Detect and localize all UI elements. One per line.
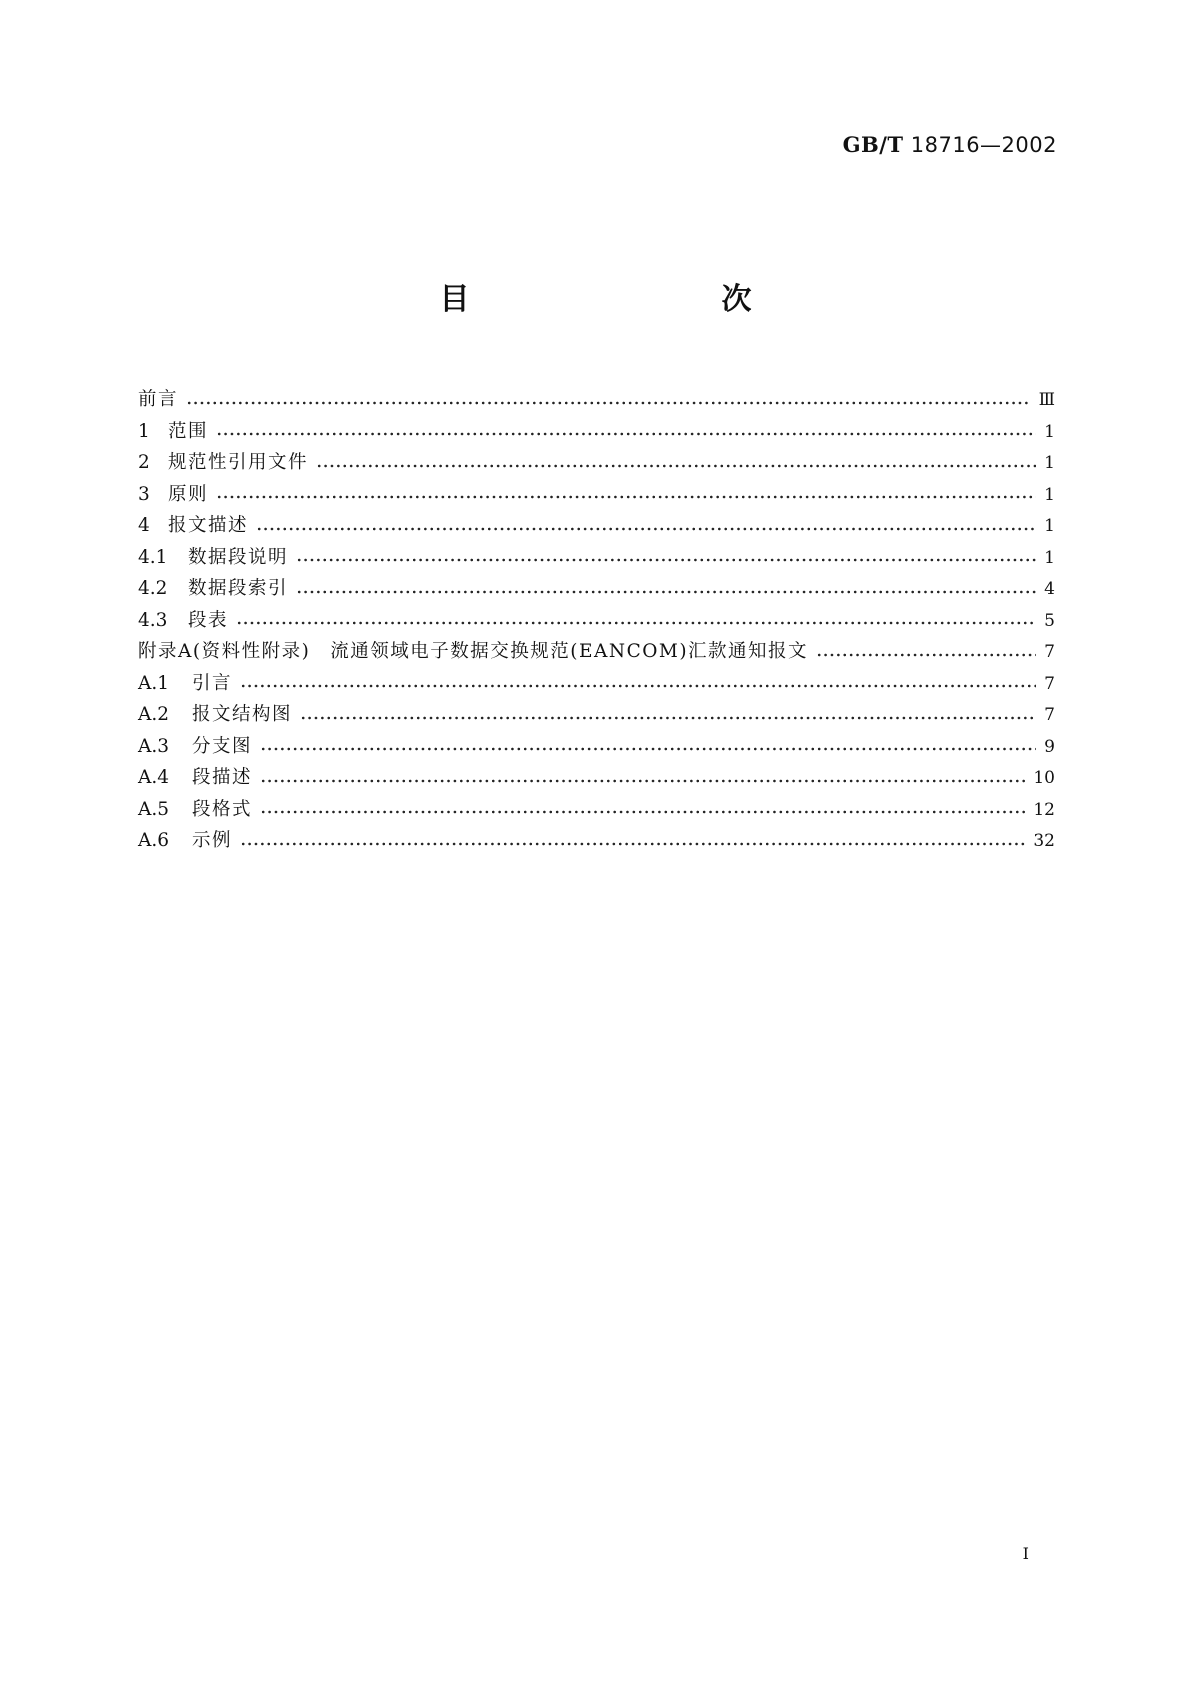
toc-entry-label: 报文结构图 [192,704,293,725]
toc-entry-page: 7 [1044,705,1055,725]
toc-entry-number: A.3 [138,735,170,757]
toc-entry[interactable] [138,762,1055,794]
toc-entry[interactable] [138,731,1055,763]
toc-entry-label: 示例 [192,830,233,851]
toc-dot-leader [296,558,1036,562]
toc-entry[interactable] [138,447,1055,479]
toc-entry-number: 4.2 [138,578,168,599]
toc-entry-label: 原则 [168,483,209,505]
toc-entry[interactable] [138,605,1055,637]
toc-entry-page: 1 [1044,516,1055,536]
toc-entry-number: A.4 [138,767,170,788]
toc-dot-leader [260,810,1025,814]
toc-dot-leader [216,432,1036,436]
toc-entry-number: 1 [138,420,150,442]
toc-entry[interactable] [138,636,1055,668]
toc-entry-label: 分支图 [192,735,253,757]
toc-entry-number: 2 [138,452,150,473]
toc-entry-page: 32 [1033,831,1055,851]
toc-entry[interactable] [138,479,1055,511]
toc-entry-page: 1 [1044,547,1055,568]
toc-dot-leader [216,495,1036,499]
toc-entry-label: 数据段索引 [188,578,289,599]
toc-entry-label: 范围 [168,420,209,442]
toc-dot-leader [296,590,1036,594]
toc-entry[interactable] [138,416,1055,448]
toc-entry-page: Ⅲ [1038,390,1055,410]
toc-entry-number: 4.1 [138,546,168,568]
toc-dot-leader [240,684,1036,688]
toc-entry-label: 段描述 [192,767,253,788]
toc-dot-leader [300,716,1036,720]
toc-dot-leader [186,401,1031,405]
toc-entry-label: 段表 [188,609,229,631]
toc-entry-number: 3 [138,483,150,505]
standard-prefix: GB/T [842,132,904,157]
toc-entry[interactable] [138,668,1055,700]
toc-dot-leader [316,464,1036,468]
toc-entry-number: A.6 [138,830,170,851]
toc-entry-page: 7 [1044,642,1055,662]
toc-entry-number: 4.3 [138,609,168,631]
toc-dot-leader [240,842,1025,846]
toc-entry-page: 4 [1044,579,1055,599]
toc-entry-page: 5 [1044,610,1055,631]
toc-entry-label: 附录A(资料性附录) 流通领域电子数据交换规范(EANCOM)汇款通知报文 [138,641,809,662]
toc-entry-page: 1 [1044,484,1055,505]
toc-entry[interactable] [138,699,1055,731]
toc-title: 目 次 [439,282,816,317]
toc-entry-page: 1 [1044,453,1055,473]
toc-entry[interactable] [138,794,1055,826]
toc-entry-page: 1 [1044,421,1055,442]
toc-entry[interactable] [138,542,1055,574]
toc-dot-leader [236,621,1036,625]
toc-entry-page: 10 [1033,768,1055,788]
toc-dot-leader [260,779,1025,783]
toc-entry-page: 7 [1044,673,1055,694]
toc-entry[interactable] [138,825,1055,857]
toc-entry-label: 段格式 [192,798,253,820]
toc-entry-page: 12 [1033,799,1055,820]
toc-entry[interactable] [138,384,1055,416]
toc-entry-label: 数据段说明 [188,546,289,568]
toc-entry-label: 报文描述 [168,515,249,536]
toc-entry-label: 引言 [192,672,233,694]
toc-entry-label: 前言 [138,389,179,410]
toc-entry-number: A.5 [138,798,170,820]
toc-entry-page: 9 [1044,736,1055,757]
toc-dot-leader [256,527,1036,531]
toc-entry-number: 4 [138,515,150,536]
toc-entry-number: A.2 [138,704,170,725]
toc-entry-label: 规范性引用文件 [168,452,309,473]
toc-entry[interactable] [138,510,1055,542]
page-number: Ⅰ [1022,1544,1029,1563]
toc-entry[interactable] [138,573,1055,605]
toc-dot-leader [816,653,1036,657]
standard-number: 18716—2002 [910,133,1057,157]
table-of-contents [138,384,1055,857]
toc-dot-leader [260,747,1036,751]
standard-code [843,132,1057,157]
toc-entry-number: A.1 [138,672,170,694]
